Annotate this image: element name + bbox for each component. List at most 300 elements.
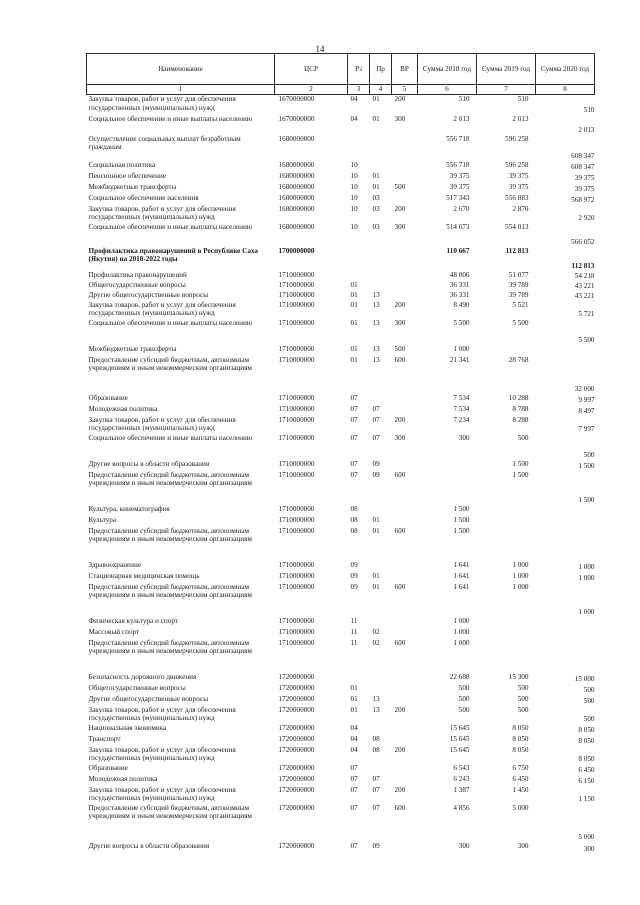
row-rz: 09	[350, 560, 358, 569]
row-name: Культура, кинематография	[88, 504, 170, 513]
row-sum-2020	[536, 505, 595, 516]
budget-table	[86, 53, 595, 854]
row-sum-2018: 1 641	[453, 571, 470, 580]
row-vr: 200	[394, 204, 406, 213]
row-pr: 13	[372, 355, 380, 364]
row-sum-2020: 7 997	[578, 424, 595, 433]
row-rz: 01	[350, 355, 358, 364]
row-sum-2019: 39 375	[508, 171, 529, 180]
row-vr: 200	[394, 95, 406, 103]
row-rz	[348, 135, 370, 161]
row-sum-2020: 8 050	[578, 754, 595, 763]
row-rz: 04	[350, 95, 358, 103]
row-sum-2018: 1 641	[453, 560, 470, 569]
row-sum-2018: 39 375	[449, 182, 470, 191]
row-csr: 1710000000	[278, 470, 315, 479]
row-sum-2018: 110 667	[446, 246, 470, 255]
row-rz: 11	[350, 616, 358, 625]
row-sum-2018	[418, 460, 477, 471]
row-sum-2019: 500	[517, 433, 529, 442]
row-csr: 1710000000	[278, 290, 315, 299]
row-name: Социальная политика	[88, 160, 156, 169]
row-sum-2018: 500	[458, 705, 470, 714]
row-sum-2020: 8 050	[578, 725, 595, 734]
row-pr	[370, 247, 392, 271]
row-pr: 13	[372, 318, 380, 327]
row-sum-2020: 43 221	[574, 281, 595, 290]
row-rz: 09	[350, 582, 358, 591]
row-name: Предоставление субсидий бюджетным, автономным учреждениям и иным некоммерческим организациям	[88, 582, 252, 600]
row-pr	[370, 561, 392, 572]
row-vr: 500	[394, 344, 406, 353]
row-vr: 600	[394, 582, 406, 591]
row-csr: 1680000000	[278, 222, 315, 231]
table-row	[87, 115, 595, 135]
row-pr	[370, 617, 392, 628]
row-sum-2019: 8 788	[512, 404, 529, 413]
table-row	[87, 706, 595, 724]
col-number: 1	[87, 85, 275, 95]
row-csr: 1670000000	[278, 95, 315, 103]
row-rz: 07	[350, 459, 358, 468]
row-name: Другие общегосударственные вопросы	[88, 290, 209, 299]
row-sum-2020: 43 221	[574, 291, 595, 300]
row-vr	[392, 505, 418, 516]
table-row	[87, 345, 595, 356]
row-rz: 04	[350, 114, 358, 123]
row-sum-2018: 500	[458, 694, 470, 703]
row-pr: 01	[372, 171, 380, 180]
row-vr	[392, 135, 418, 161]
row-rz: 01	[350, 290, 358, 299]
row-pr: 07	[372, 404, 380, 413]
row-sum-2019: 6 450	[512, 774, 529, 783]
row-sum-2019: 39 789	[508, 280, 529, 289]
row-pr	[370, 505, 392, 516]
row-csr: 1720000000	[278, 683, 315, 692]
row-pr	[370, 281, 392, 291]
table-row	[87, 434, 595, 460]
row-sum-2018: 1 000	[453, 627, 470, 636]
row-sum-2018: 1 641	[453, 582, 470, 591]
table-row	[87, 804, 595, 842]
row-vr: 200	[394, 745, 406, 754]
row-sum-2019: 554 013	[505, 222, 529, 231]
table-row	[87, 775, 595, 786]
table-row	[87, 628, 595, 639]
row-pr: 02	[372, 638, 380, 647]
table-row	[87, 842, 595, 854]
row-pr: 07	[372, 433, 380, 442]
row-pr: 01	[372, 95, 380, 103]
row-sum-2018: 1 500	[453, 504, 470, 513]
row-name: Предоставление субсидий бюджетным, автономным учреждениям и иным некоммерческим организациям	[88, 638, 252, 656]
row-vr	[392, 617, 418, 628]
row-pr: 13	[372, 300, 380, 309]
row-sum-2019: 596 258	[505, 134, 529, 143]
row-vr: 300	[394, 114, 406, 123]
row-sum-2019: 39 789	[508, 290, 529, 299]
row-pr: 08	[372, 745, 380, 754]
row-name: Профилактика правонарушений	[88, 270, 187, 279]
row-vr	[392, 247, 418, 271]
row-sum-2019: 28 768	[508, 355, 529, 364]
row-rz: 10	[350, 160, 358, 169]
table-row	[87, 247, 595, 271]
row-sum-2020: 39 375	[574, 184, 595, 193]
row-sum-2019: 15 300	[508, 672, 529, 681]
row-pr: 01	[372, 114, 380, 123]
row-pr: 09	[372, 470, 380, 479]
row-sum-2020: 1 000	[578, 573, 595, 582]
row-sum-2019: 112 813	[505, 246, 529, 255]
row-pr: 07	[372, 774, 380, 783]
row-sum-2019: 6 750	[512, 763, 529, 772]
row-csr: 1720000000	[278, 705, 315, 714]
table-row	[87, 460, 595, 471]
col-header-name: Наименование	[87, 54, 275, 85]
row-sum-2018: 8 490	[453, 300, 470, 309]
row-sum-2019: 8 050	[512, 734, 529, 743]
col-number: 4	[370, 85, 392, 95]
row-csr: 1720000000	[278, 745, 315, 754]
row-name: Другие вопросы в области образования	[88, 459, 210, 468]
row-sum-2019	[477, 505, 536, 516]
row-pr: 02	[372, 627, 380, 636]
row-sum-2018: 500	[458, 683, 470, 692]
row-rz: 08	[350, 526, 358, 535]
row-name: Общегосударственные вопросы	[88, 683, 186, 692]
row-sum-2020: 1 150	[578, 794, 595, 803]
table-row	[87, 673, 595, 684]
row-csr: 1710000000	[278, 433, 315, 442]
row-sum-2018: 4 856	[453, 803, 470, 812]
row-sum-2020: 1 500	[578, 461, 595, 470]
row-name: Молодежная политика	[88, 774, 158, 783]
row-name: Закупка товаров, работ и услуг для обеспечения государственных (муниципальных) нужд	[88, 705, 236, 723]
table-row	[87, 735, 595, 746]
row-sum-2019: 10 288	[508, 393, 529, 402]
row-name: Предоставление субсидий бюджетным, автономным учреждениям и иным некоммерческим организациям	[88, 526, 252, 544]
header-number-row	[87, 85, 595, 95]
row-sum-2019: 2 870	[512, 204, 529, 213]
row-sum-2020: 2 013	[578, 125, 595, 134]
row-sum-2018: 300	[458, 433, 470, 442]
row-pr: 07	[372, 803, 380, 812]
row-csr: 1720000000	[278, 763, 315, 772]
table-row	[87, 617, 595, 628]
row-sum-2019: 8 050	[512, 745, 529, 754]
table-row	[87, 505, 595, 516]
row-sum-2020: 500	[583, 696, 595, 705]
table-row	[87, 561, 595, 572]
row-csr: 1710000000	[278, 560, 315, 569]
row-name: Социальное обеспечение населения	[88, 193, 199, 202]
page-number: 14	[315, 44, 325, 54]
row-rz: 01	[350, 300, 358, 309]
row-vr	[392, 842, 418, 854]
row-sum-2020: 8 050	[578, 736, 595, 745]
row-vr: 200	[394, 785, 406, 794]
row-sum-2020: 500	[583, 450, 595, 459]
row-sum-2018: 15 645	[449, 734, 470, 743]
table-row	[87, 281, 595, 291]
row-rz: 07	[350, 785, 358, 794]
row-sum-2020: 566 052	[571, 237, 595, 246]
table-row	[87, 583, 595, 617]
row-csr: 1680000000	[278, 182, 315, 191]
col-number: 8	[536, 85, 595, 95]
row-sum-2018: 556 718	[446, 134, 470, 143]
row-name: Закупка товаров, работ и услуг для обеспечения государственных (муниципальных) нужд	[88, 415, 236, 433]
row-name: Общегосударственные вопросы	[88, 280, 186, 289]
row-vr: 600	[394, 355, 406, 364]
row-vr: 200	[394, 300, 406, 309]
row-vr	[392, 194, 418, 205]
row-vr	[392, 281, 418, 291]
row-name: Здравоохранение	[88, 560, 142, 569]
row-sum-2019: 39 375	[508, 182, 529, 191]
table-row	[87, 572, 595, 583]
row-sum-2019: 556 883	[505, 193, 529, 202]
row-csr: 1710000000	[278, 393, 315, 402]
row-name: Предоставление субсидий бюджетным, автономным учреждениям и иным некоммерческим организациям	[88, 355, 252, 373]
table-row	[87, 95, 595, 115]
row-sum-2018: 1 500	[453, 526, 470, 535]
row-sum-2018	[418, 471, 477, 505]
row-sum-2018: 15 645	[449, 723, 470, 732]
col-number: 6	[418, 85, 477, 95]
row-csr: 1710000000	[278, 616, 315, 625]
row-sum-2020: 2 920	[578, 213, 595, 222]
row-sum-2018: 510	[458, 95, 470, 103]
row-csr: 1710000000	[278, 404, 315, 413]
row-sum-2019	[477, 639, 536, 673]
row-vr: 300	[394, 433, 406, 442]
row-pr: 13	[372, 705, 380, 714]
row-rz	[348, 247, 370, 271]
row-sum-2018: 300	[458, 841, 470, 850]
row-csr: 1670000000	[278, 114, 315, 123]
table-row	[87, 301, 595, 319]
col-header-sum-2018: Сумма 2018 год	[418, 54, 477, 85]
row-rz: 10	[350, 222, 358, 231]
row-rz: 07	[350, 774, 358, 783]
row-name: Стационарная медицинская помощь	[88, 571, 200, 580]
row-sum-2020: 15 000	[574, 674, 595, 683]
row-pr	[370, 135, 392, 161]
row-name: Социальное обеспечение и иные выплаты населению	[88, 433, 253, 442]
row-vr: 200	[394, 705, 406, 714]
row-name: Закупка товаров, работ и услуг для обеспечения государственных (муниципальных) нужд	[88, 95, 236, 112]
col-header-csr: ЦСР	[275, 54, 348, 85]
row-sum-2019	[477, 345, 536, 356]
row-sum-2019: 500	[517, 694, 529, 703]
row-vr	[392, 291, 418, 301]
row-pr: 03	[372, 222, 380, 231]
row-sum-2019: 500	[517, 705, 529, 714]
row-sum-2020: 1 000	[578, 607, 595, 616]
row-sum-2019: 8 288	[512, 415, 529, 424]
row-vr	[392, 271, 418, 281]
row-csr: 1700000000	[278, 246, 315, 255]
row-name: Национальная экономика	[88, 723, 167, 732]
row-rz: 07	[350, 415, 358, 424]
table-row	[87, 764, 595, 775]
row-pr	[370, 673, 392, 684]
row-sum-2020	[536, 617, 595, 628]
row-name: Социальное обеспечение и иные выплаты населению	[88, 114, 253, 123]
row-csr: 1710000000	[278, 638, 315, 647]
row-csr: 1680000000	[278, 171, 315, 180]
row-sum-2019: 5 000	[512, 803, 529, 812]
row-sum-2018: 514 673	[446, 222, 470, 231]
table-row	[87, 471, 595, 505]
row-sum-2020: 5 500	[578, 335, 595, 344]
row-sum-2018: 517 343	[446, 193, 470, 202]
row-sum-2018: 7 534	[453, 404, 470, 413]
row-sum-2019: 51 077	[508, 270, 529, 279]
row-pr	[370, 394, 392, 405]
row-sum-2019: 300	[517, 841, 529, 850]
row-csr: 1720000000	[278, 694, 315, 703]
row-rz: 04	[350, 745, 358, 754]
row-name: Социальное обеспечение и иные выплаты населению	[88, 222, 253, 231]
row-sum-2019: 500	[517, 683, 529, 692]
row-rz: 01	[350, 694, 358, 703]
row-csr: 1720000000	[278, 672, 315, 681]
row-csr: 1680000000	[278, 204, 315, 213]
row-sum-2019: 2 013	[512, 114, 529, 123]
row-name: Образование	[88, 393, 128, 402]
row-vr	[392, 405, 418, 416]
table-row	[87, 356, 595, 394]
row-csr: 1710000000	[278, 300, 315, 309]
row-vr	[392, 673, 418, 684]
row-rz: 04	[350, 723, 358, 732]
table-row	[87, 161, 595, 172]
row-name: Осуществление социальных выплат безработным гражданам	[88, 134, 241, 152]
row-sum-2018: 1 000	[453, 616, 470, 625]
row-csr: 1710000000	[278, 344, 315, 353]
row-csr: 1710000000	[278, 415, 315, 424]
row-vr	[392, 724, 418, 735]
row-sum-2018: 7 234	[453, 415, 470, 424]
row-pr: 01	[372, 515, 380, 524]
row-sum-2018: 6 543	[453, 763, 470, 772]
table-row	[87, 405, 595, 416]
row-pr: 09	[372, 841, 380, 850]
row-sum-2018: 48 006	[449, 270, 470, 279]
row-rz: 04	[350, 734, 358, 743]
row-sum-2020: 568 972	[571, 195, 595, 204]
row-rz: 10	[350, 171, 358, 180]
row-sum-2020: 500	[583, 714, 595, 723]
row-csr: 1710000000	[278, 318, 315, 327]
row-csr: 1720000000	[278, 734, 315, 743]
row-pr: 01	[372, 582, 380, 591]
row-rz: 07	[350, 404, 358, 413]
row-pr: 13	[372, 290, 380, 299]
row-sum-2019	[477, 527, 536, 561]
row-sum-2018: 21 341	[449, 355, 470, 364]
row-pr	[370, 161, 392, 172]
table-row	[87, 527, 595, 561]
table-row	[87, 271, 595, 281]
table-row	[87, 724, 595, 735]
row-sum-2019: 510	[517, 95, 529, 103]
row-sum-2019	[477, 617, 536, 628]
row-name: Социальное обеспечение и иные выплаты населению	[88, 318, 253, 327]
row-vr	[392, 460, 418, 471]
table-row	[87, 135, 595, 161]
row-sum-2018: 1 500	[453, 515, 470, 524]
row-csr: 1710000000	[278, 526, 315, 535]
row-name: Другие общегосударственные вопросы	[88, 694, 209, 703]
row-pr: 01	[372, 526, 380, 535]
row-rz: 10	[350, 193, 358, 202]
row-sum-2020	[536, 527, 595, 561]
row-sum-2019: 8 050	[512, 723, 529, 732]
row-rz: 01	[350, 318, 358, 327]
row-pr: 01	[372, 571, 380, 580]
row-pr: 03	[372, 204, 380, 213]
table-row	[87, 194, 595, 205]
row-name: Безопасность дорожного движения	[88, 672, 197, 681]
row-pr: 13	[372, 694, 380, 703]
row-sum-2018: 7 534	[453, 393, 470, 402]
row-sum-2020: 8 497	[578, 406, 595, 415]
row-rz	[348, 673, 370, 684]
row-pr: 01	[372, 182, 380, 191]
table-row	[87, 394, 595, 405]
row-sum-2018: 1 387	[453, 785, 470, 794]
row-sum-2020: 39 375	[574, 173, 595, 182]
row-vr	[392, 684, 418, 695]
row-csr: 1720000000	[278, 803, 315, 812]
table-row	[87, 172, 595, 183]
row-rz: 11	[350, 627, 358, 636]
row-vr	[392, 695, 418, 706]
row-vr	[392, 775, 418, 786]
row-pr	[370, 724, 392, 735]
row-rz: 01	[350, 280, 358, 289]
header-row	[87, 54, 595, 85]
row-sum-2020: 6 450	[578, 765, 595, 774]
row-name: Предоставление субсидий бюджетным, автономным учреждениям и иным некоммерческим организациям	[88, 803, 252, 821]
row-pr: 03	[372, 193, 380, 202]
row-name: Закупка товаров, работ и услуг для обеспечения государственных (муниципальных) нужд	[88, 745, 236, 763]
table-row	[87, 223, 595, 247]
row-vr: 600	[394, 470, 406, 479]
row-vr: 600	[394, 638, 406, 647]
row-name: Предоставление субсидий бюджетным, автономным учреждениям и иным некоммерческим организациям	[88, 470, 252, 488]
row-sum-2020: 510	[583, 105, 595, 114]
table-row	[87, 183, 595, 194]
row-rz: 10	[350, 204, 358, 213]
row-name: Закупка товаров, работ и услуг для обеспечения государственных (муниципальных) нужд	[88, 785, 236, 803]
row-pr: 13	[372, 344, 380, 353]
row-vr	[392, 628, 418, 639]
col-header-vr: ВР	[392, 54, 418, 85]
row-sum-2020: 1 000	[578, 562, 595, 571]
row-csr: 1710000000	[278, 355, 315, 364]
row-vr	[392, 764, 418, 775]
row-rz: 07	[350, 763, 358, 772]
row-pr: 08	[372, 734, 380, 743]
row-sum-2018: 1 000	[453, 344, 470, 353]
row-rz: 01	[350, 683, 358, 692]
